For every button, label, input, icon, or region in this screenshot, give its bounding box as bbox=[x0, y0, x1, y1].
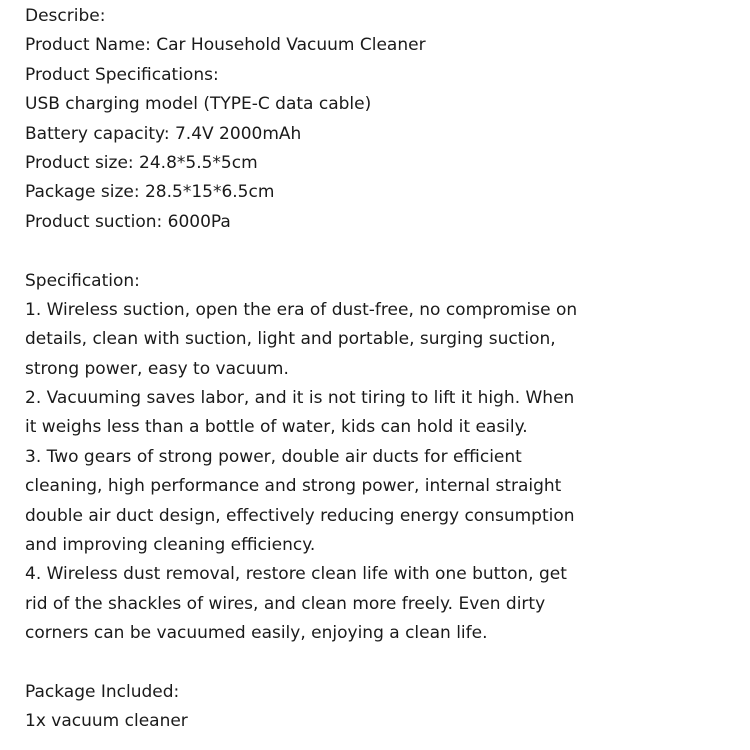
spec-text-line: 2. Vacuuming saves labor, and it is not tiring to lift it high. When bbox=[25, 388, 575, 409]
product-name-line: Product Name: Car Household Vacuum Cleaner bbox=[25, 35, 426, 56]
package-included-section bbox=[25, 678, 740, 737]
spec-text-line: corners can be vacuumed easily, enjoying a clean life. bbox=[25, 623, 488, 644]
section-spacer bbox=[25, 237, 740, 266]
spec-text-line: rid of the shackles of wires, and clean more freely. Even dirty bbox=[25, 593, 546, 614]
specification-heading: Specification: bbox=[25, 270, 140, 291]
package-size-line: Package size: 28.5*15*6.5cm bbox=[25, 182, 275, 203]
spec-text-line: it weighs less than a bottle of water, kids can hold it easily. bbox=[25, 417, 528, 438]
package-item-line: 1x vacuum cleaner bbox=[25, 711, 188, 732]
spec-text-line: cleaning, high performance and strong power, internal straight bbox=[25, 476, 562, 497]
describe-heading: Describe: bbox=[25, 6, 106, 26]
spec-text-line: and improving cleaning efficiency. bbox=[25, 535, 316, 556]
battery-capacity-line: Battery capacity: 7.4V 2000mAh bbox=[25, 123, 302, 144]
package-included-heading: Package Included: bbox=[25, 681, 180, 702]
spec-text-line: 3. Two gears of strong power, double air ducts for efficient bbox=[25, 446, 522, 467]
specification-section bbox=[25, 267, 740, 649]
product-description-document bbox=[25, 2, 740, 737]
product-specifications-heading: Product Specifications: bbox=[25, 64, 219, 85]
product-size-line: Product size: 24.8*5.5*5cm bbox=[25, 152, 258, 173]
charging-model-line: USB charging model (TYPE-C data cable) bbox=[25, 94, 372, 115]
spec-text-line: details, clean with suction, light and portable, surging suction, bbox=[25, 329, 556, 350]
product-info-section bbox=[25, 2, 740, 237]
spec-text-line: 4. Wireless dust removal, restore clean life with one button, get bbox=[25, 564, 567, 585]
section-spacer bbox=[25, 649, 740, 678]
product-suction-line: Product suction: 6000Pa bbox=[25, 211, 231, 232]
spec-text-line: 1. Wireless suction, open the era of dust-free, no compromise on bbox=[25, 299, 578, 320]
spec-text-line: double air duct design, effectively reducing energy consumption bbox=[25, 505, 575, 526]
spec-text-line: strong power, easy to vacuum. bbox=[25, 358, 289, 379]
